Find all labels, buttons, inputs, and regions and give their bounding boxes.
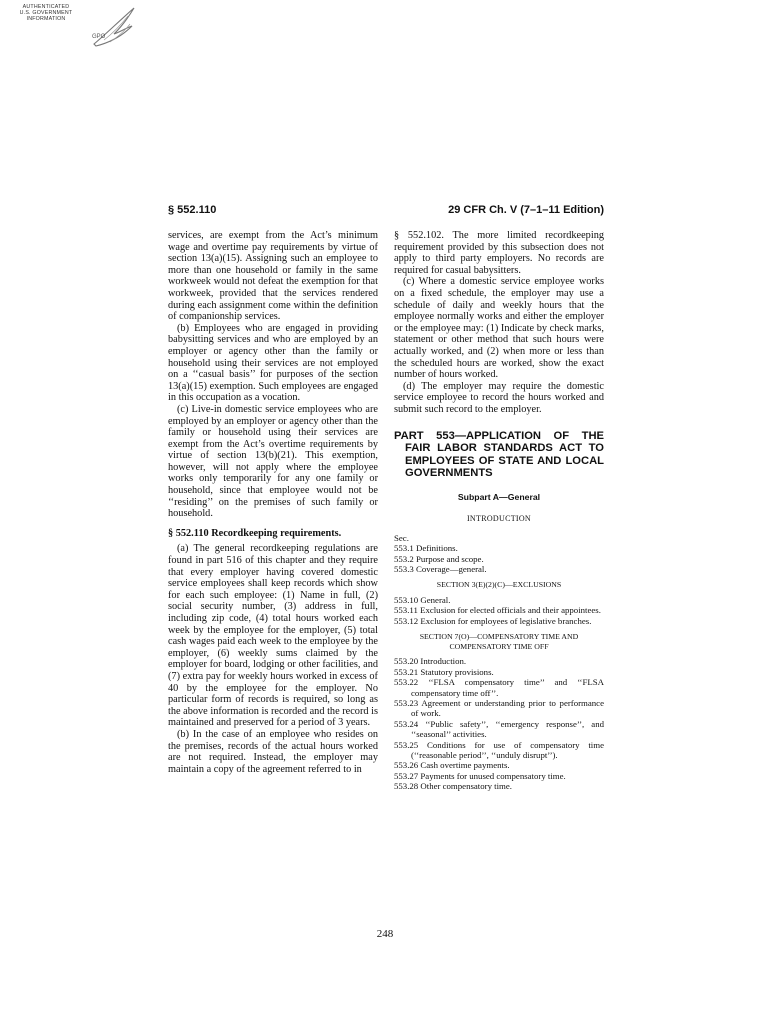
right-column	[394, 230, 604, 796]
paragraph: (b) Employees who are engaged in providing babysitting services and who are employed by an employer or agency other than the family or household using their services are not employed on a ‘‘casual basis’’ for purposes of the section 13(a)(15) exemption. Such employees are engaged in this occupation as a vocation.	[168, 322, 378, 404]
toc-group-2	[394, 595, 604, 626]
toc-group-1	[394, 543, 604, 574]
toc-item: 553.24 ‘‘Public safety’’, ‘‘emergency response’’, and ‘‘seasonal’’ activities.	[394, 718, 604, 740]
part-title: PART 553—APPLICATION OF THE FAIR LABOR STANDARDS ACT TO EMPLOYEES OF STATE AND LOCAL GOVERNMENTS	[394, 429, 604, 479]
gpo-label: GPO	[92, 34, 106, 40]
section-heading: § 552.110 Recordkeeping requirements.	[168, 527, 342, 539]
toc-group-heading: SECTION 7(O)—COMPENSATORY TIME AND COMPENSATORY TIME OFF	[419, 632, 579, 651]
toc-item: 553.11 Exclusion for elected officials and their appointees.	[394, 605, 601, 616]
running-title: 29 CFR Ch. V (7–1–11 Edition)	[448, 204, 604, 216]
paragraph: (c) Where a domestic service employee works on a fixed schedule, the employer may use a schedule of daily and weekly hours that the employee normally works and either the employer or the employee may: (1) Indicate by check marks, statement or other method that such hours were actually worked, and (2) when more or less than the scheduled hours are worked, show the exact number of hours worked.	[394, 276, 604, 381]
toc-item: 553.3 Coverage—general.	[394, 563, 487, 574]
subpart-heading: Subpart A—General	[457, 491, 541, 502]
paragraph: (c) Live-in domestic service employees who are employed by an employer or agency other than the family or household using their services are exempt from the Act’s overtime requirements by virtue of section 13(b)(21). This exemption, however, will not apply where the employee works only temporarily for any one family or household, since that employee would not be ‘‘residing’’ on the premises of such family or household.	[168, 403, 378, 520]
gpo-line-3: INFORMATION	[26, 16, 66, 22]
toc-group-heading: SECTION 3(E)(2)(C)—EXCLUSIONS	[436, 580, 562, 590]
toc-item: 553.10 General.	[394, 594, 451, 605]
toc-item: 553.23 Agreement or understanding prior to performance of work.	[394, 697, 604, 719]
toc-group-3	[394, 656, 604, 791]
toc-item: 553.25 Conditions for use of compensatory time (‘‘reasonable period’’, ‘‘unduly disrupt’’).	[394, 739, 604, 760]
gpo-seal-text	[6, 4, 86, 22]
eagle-logo-icon	[84, 4, 144, 52]
toc-item: 553.21 Statutory provisions.	[394, 666, 494, 677]
left-column	[168, 230, 378, 775]
toc-item: 553.20 Introduction.	[394, 656, 467, 667]
section-header: § 552.110	[168, 204, 217, 216]
gpo-line-1: AUTHENTICATED	[22, 4, 70, 10]
toc-item: 553.1 Definitions.	[394, 543, 458, 554]
paragraph: (d) The employer may require the domestic service employee to record the hours worked and submit such record to the employer.	[394, 380, 604, 415]
gpo-line-2: U.S. GOVERNMENT	[19, 10, 73, 16]
toc-item: 553.12 Exclusion for employees of legislative branches.	[394, 615, 592, 626]
toc-item: 553.28 Other compensatory time.	[394, 781, 512, 792]
table-of-contents	[394, 533, 604, 792]
toc-item: 553.2 Purpose and scope.	[394, 553, 484, 564]
intro-heading: INTRODUCTION	[466, 514, 532, 524]
paragraph: (a) The general recordkeeping regulations are found in part 516 of this chapter and they require that every employer having covered domestic service employees shall keep records which show for each such employee: (1) Name in full, (2) social security number, (3) address in full, including zip code, (4) total hours worked each week by the employee for the employer, (5) total cash wages paid each week to the employee by the employer, (6) weekly sums claimed by the employer for board, lodging or other facilities, and (7) extra pay for weekly hours worked in excess of 40 by the employee for the employer. No particular form of records is required, so long as the above information is recorded and the record is maintained and preserved for a period of 3 years.	[168, 543, 378, 729]
gpo-authentication-seal	[6, 4, 146, 52]
paragraph: services, are exempt from the Act’s minimum wage and overtime pay requirements by virtue of section 13(a)(15). Assigning such an employee to more than one household or family in the same workweek would not defeat the exemption for that workweek, provided that the services rendered during each assignment come within the definition of companionship services.	[168, 230, 378, 323]
toc-item: 553.26 Cash overtime payments.	[394, 760, 510, 771]
toc-item: 553.22 ‘‘FLSA compensatory time’’ and ‘‘FLSA compensatory time off’’.	[394, 677, 604, 698]
page-number: 248	[376, 928, 394, 940]
paragraph: § 552.102. The more limited recordkeeping requirement provided by this subsection does not apply to third party employers. No records are required for casual babysitters.	[394, 230, 604, 276]
paragraph: (b) In the case of an employee who resides on the premises, records of the actual hours worked are not required. Instead, the employer may maintain a copy of the agreement referred to in	[168, 728, 378, 775]
toc-item: 553.27 Payments for unused compensatory time.	[394, 770, 566, 781]
toc-sec-label: Sec.	[394, 532, 409, 543]
